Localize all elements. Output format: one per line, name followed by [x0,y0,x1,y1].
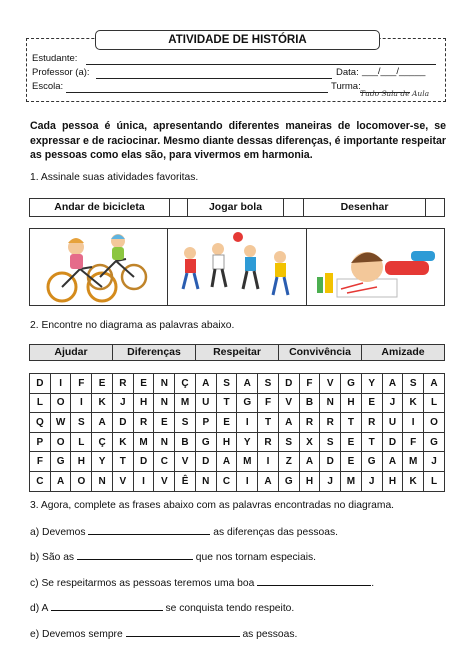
grid-cell[interactable]: Y [92,452,113,472]
grid-cell[interactable]: J [361,471,382,491]
grid-cell[interactable]: G [361,452,382,472]
grid-cell[interactable]: J [112,393,133,413]
grid-cell[interactable]: U [382,413,403,433]
date-field[interactable]: ___/___/_____ [362,66,426,77]
grid-cell[interactable]: V [278,393,299,413]
grid-cell[interactable]: P [195,413,216,433]
grid-cell[interactable]: A [382,374,403,394]
grid-cell[interactable]: N [320,393,341,413]
grid-cell[interactable]: E [92,374,113,394]
favorites-row [29,198,445,217]
grid-cell[interactable]: H [299,471,320,491]
sentence-prefix: e) Devemos sempre [30,629,126,640]
grid-cell[interactable]: T [216,393,237,413]
answer-blank[interactable] [257,576,371,586]
grid-cell[interactable]: E [216,413,237,433]
grid-cell[interactable]: R [133,413,154,433]
grid-cell[interactable]: A [237,374,258,394]
grid-cell[interactable]: K [92,393,113,413]
sentence-suffix: as pessoas. [239,629,298,640]
grid-cell[interactable]: M [341,471,362,491]
sentence-item [30,550,316,563]
word-amizade: Amizade [381,346,425,358]
word-diferencas: Diferenças [113,345,196,360]
grid-row [30,471,445,491]
checkbox-bicycle[interactable] [170,199,188,216]
grid-cell[interactable]: B [299,393,320,413]
grid-cell[interactable]: F [258,393,279,413]
grid-row [30,413,445,433]
grid-cell[interactable]: A [424,374,445,394]
activities-images [29,228,445,306]
grid-cell[interactable]: K [403,471,424,491]
grid-cell[interactable]: S [175,413,196,433]
grid-cell[interactable]: D [382,432,403,452]
grid-cell[interactable]: T [112,452,133,472]
grid-cell[interactable]: N [154,432,175,452]
grid-cell[interactable]: O [50,432,71,452]
grid-cell[interactable]: L [424,393,445,413]
grid-cell[interactable]: P [30,432,51,452]
question-1: 1. Assinale suas atividades favoritas. [30,172,199,183]
grid-cell[interactable]: G [50,452,71,472]
grid-cell[interactable]: R [112,374,133,394]
sentence-suffix: as diferenças das pessoas. [210,527,339,538]
grid-cell[interactable]: L [71,432,92,452]
grid-cell[interactable]: V [320,374,341,394]
school-label: Escola: [32,81,64,92]
school-field[interactable] [66,92,328,93]
grid-cell[interactable]: T [341,413,362,433]
grid-cell[interactable]: N [195,471,216,491]
grid-cell[interactable]: F [403,432,424,452]
sentence-item [30,627,297,640]
student-field[interactable] [86,64,436,65]
grid-cell[interactable]: M [133,432,154,452]
grid-cell[interactable]: Y [237,432,258,452]
grid-cell[interactable]: G [237,393,258,413]
grid-cell[interactable]: S [216,374,237,394]
answer-blank[interactable] [126,627,240,637]
grid-cell[interactable]: Q [30,413,51,433]
class-label: Turma: [331,81,361,92]
grid-cell[interactable]: V [112,471,133,491]
answer-blank[interactable] [88,525,210,535]
grid-cell[interactable]: J [382,393,403,413]
grid-cell[interactable]: I [258,452,279,472]
grid-cell[interactable]: D [278,374,299,394]
grid-cell[interactable]: I [50,374,71,394]
grid-cell[interactable]: A [216,452,237,472]
question-2: 2. Encontre no diagrama as palavras abaixo. [30,320,235,331]
grid-cell[interactable]: T [258,413,279,433]
grid-cell[interactable]: S [403,374,424,394]
grid-cell[interactable]: G [195,432,216,452]
grid-cell[interactable]: I [71,393,92,413]
grid-cell[interactable]: R [320,413,341,433]
grid-cell[interactable]: A [382,452,403,472]
intro-paragraph: Cada pessoa é única, apresentando diferentes maneiras de locomover-se, se expressar e de raciocinar. Mesmo diante dessas diferenças, é importante respeitar as pessoas como elas são, para vivermos em harmonia. [30,120,446,161]
grid-cell[interactable]: D [320,452,341,472]
grid-row [30,374,445,394]
grid-cell[interactable]: K [403,393,424,413]
grid-cell[interactable]: I [237,413,258,433]
sentence-suffix: . [371,578,375,589]
grid-cell[interactable]: D [30,374,51,394]
grid-cell[interactable]: H [382,471,403,491]
grid-cell[interactable]: L [424,471,445,491]
grid-cell[interactable]: F [71,374,92,394]
grid-cell[interactable]: I [403,413,424,433]
grid-cell[interactable]: S [71,413,92,433]
grid-cell[interactable]: A [258,471,279,491]
option-drawing[interactable]: Desenhar [304,199,426,216]
grid-cell[interactable]: W [50,413,71,433]
grid-cell[interactable]: R [299,413,320,433]
grid-row [30,432,445,452]
grid-cell[interactable]: K [112,432,133,452]
grid-cell[interactable]: M [175,393,196,413]
grid-cell[interactable]: N [154,393,175,413]
grid-cell[interactable]: H [71,452,92,472]
grid-cell[interactable]: I [133,471,154,491]
sentence-prefix: a) Devemos [30,527,89,538]
grid-cell[interactable]: X [299,432,320,452]
grid-cell[interactable]: H [341,393,362,413]
grid-cell[interactable]: L [30,393,51,413]
grid-cell[interactable]: M [237,452,258,472]
playing-ball-illustration [168,229,306,305]
grid-cell[interactable]: O [71,471,92,491]
grid-cell[interactable]: J [424,452,445,472]
grid-cell[interactable]: H [133,393,154,413]
word-list [29,344,445,361]
grid-row [30,393,445,413]
grid-cell[interactable]: G [341,374,362,394]
teacher-label: Professor (a): [32,67,90,78]
word-ajudar: Ajudar [30,345,113,360]
date-label: Data: [336,67,359,78]
grid-row [30,452,445,472]
signature-logo: Tudo Sala de Aula [360,89,430,98]
grid-cell[interactable]: R [361,413,382,433]
grid-cell[interactable]: A [92,413,113,433]
grid-cell[interactable]: C [154,452,175,472]
sentence-prefix: b) São as [30,552,77,563]
grid-cell[interactable]: N [154,374,175,394]
grid-cell[interactable]: H [216,432,237,452]
grid-cell[interactable]: R [258,432,279,452]
sentence-suffix: se conquista tendo respeito. [162,603,295,614]
grid-cell[interactable]: Y [361,374,382,394]
grid-cell[interactable]: T [361,432,382,452]
grid-cell[interactable]: Z [278,452,299,472]
grid-cell[interactable]: E [154,413,175,433]
grid-cell[interactable]: A [195,374,216,394]
grid-cell[interactable]: S [258,374,279,394]
option-ball[interactable]: Jogar bola [188,199,284,216]
grid-cell[interactable]: U [195,393,216,413]
sentence-prefix: c) Se respeitarmos as pessoas teremos uma boa [30,578,258,589]
grid-cell[interactable]: N [92,471,113,491]
grid-cell[interactable]: O [424,413,445,433]
grid-cell[interactable]: F [299,374,320,394]
grid-cell[interactable]: G [424,432,445,452]
answer-blank[interactable] [77,550,193,560]
word-convivencia: Convivência [279,345,362,360]
sentence-item [30,576,374,589]
grid-cell[interactable]: A [50,471,71,491]
sentence-item [30,601,294,614]
checkbox-drawing[interactable] [426,199,444,216]
grid-cell[interactable]: I [237,471,258,491]
question-3: 3. Agora, complete as frases abaixo com as palavras encontradas no diagrama. [30,500,395,511]
grid-cell[interactable]: D [133,452,154,472]
grid-cell[interactable]: J [320,471,341,491]
answer-blank[interactable] [51,601,163,611]
word-respeitar: Respeitar [196,345,279,360]
teacher-field[interactable] [96,78,332,79]
grid-cell[interactable]: E [341,452,362,472]
grid-cell[interactable]: V [154,471,175,491]
page-title: ATIVIDADE DE HISTÓRIA [95,30,380,50]
grid-cell[interactable]: Ç [92,432,113,452]
bicycle-illustration [30,229,168,305]
student-label: Estudante: [32,53,78,64]
sentence-prefix: d) A [30,603,51,614]
grid-cell[interactable]: Ç [175,374,196,394]
grid-cell[interactable]: C [216,471,237,491]
grid-cell[interactable]: V [175,452,196,472]
grid-cell[interactable]: S [320,432,341,452]
grid-cell[interactable]: A [278,413,299,433]
grid-cell[interactable]: M [403,452,424,472]
option-bicycle[interactable]: Andar de bicicleta [30,199,170,216]
grid-cell[interactable]: F [30,452,51,472]
sentence-item [30,525,338,538]
checkbox-ball[interactable] [284,199,304,216]
grid-cell[interactable]: E [341,432,362,452]
grid-cell[interactable]: O [50,393,71,413]
grid-cell[interactable]: C [30,471,51,491]
word-search-grid [29,373,445,492]
drawing-illustration [307,229,444,305]
grid-cell[interactable]: B [175,432,196,452]
grid-cell[interactable]: Ê [175,471,196,491]
grid-cell[interactable]: A [299,452,320,472]
grid-cell[interactable]: E [361,393,382,413]
grid-cell[interactable]: G [278,471,299,491]
grid-cell[interactable]: E [133,374,154,394]
grid-cell[interactable]: S [278,432,299,452]
grid-cell[interactable]: D [195,452,216,472]
grid-cell[interactable]: D [112,413,133,433]
sentence-suffix: que nos tornam especiais. [192,552,316,563]
